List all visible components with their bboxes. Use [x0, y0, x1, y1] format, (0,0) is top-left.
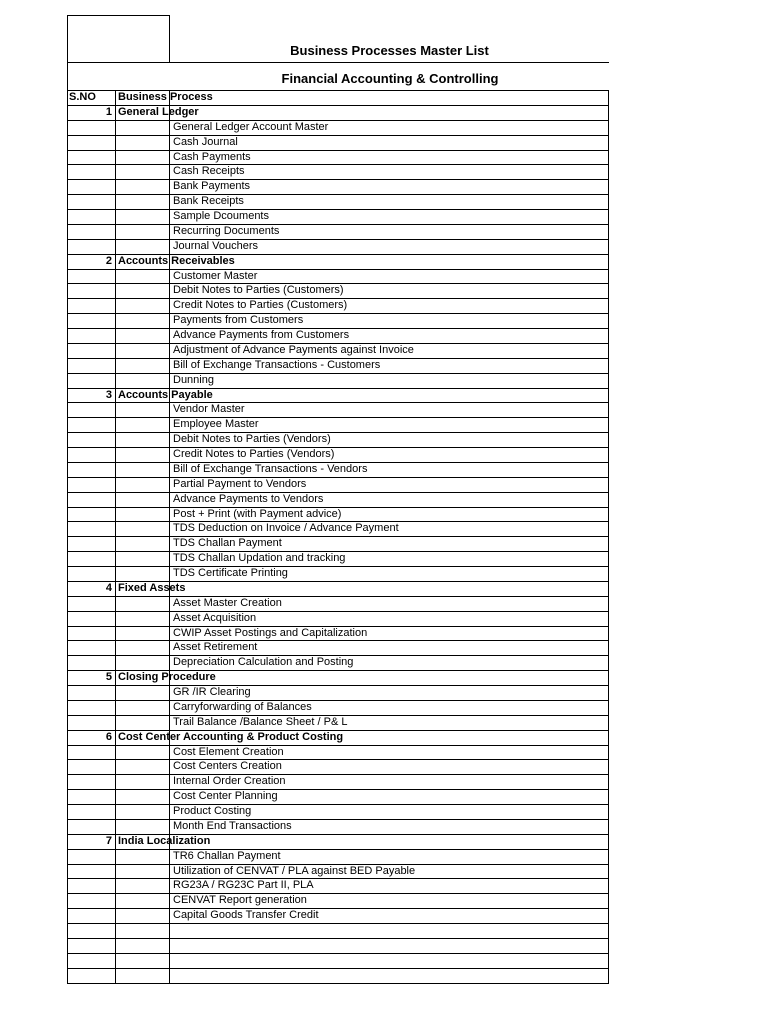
header-sno: S.NO — [68, 91, 116, 105]
process-name: Cost Element Creation — [173, 745, 284, 758]
category-cell — [116, 522, 170, 536]
empty-row — [67, 954, 609, 969]
table-row — [67, 627, 609, 642]
sno-cell — [68, 537, 116, 551]
table-row — [67, 180, 609, 195]
category-cell — [116, 240, 170, 254]
sno-cell — [68, 359, 116, 373]
sno-cell — [68, 627, 116, 641]
category-cell — [116, 746, 170, 760]
sno-cell — [68, 656, 116, 670]
category-cell — [116, 567, 170, 581]
table-row — [67, 210, 609, 225]
sno-cell — [68, 716, 116, 730]
table-row — [67, 270, 609, 285]
sno-cell — [68, 909, 116, 923]
table-row — [67, 597, 609, 612]
process-name: TDS Deduction on Invoice / Advance Payment — [173, 522, 399, 535]
sno-cell — [68, 508, 116, 522]
table-row — [67, 656, 609, 671]
sno-cell — [68, 760, 116, 774]
category-cell — [116, 433, 170, 447]
process-name: Adjustment of Advance Payments against Invoice — [173, 343, 414, 356]
table-row — [67, 121, 609, 136]
process-name: CENVAT Report generation — [173, 894, 307, 907]
table-row — [67, 403, 609, 418]
section-row — [67, 582, 609, 597]
table-row — [67, 433, 609, 448]
table-row — [67, 790, 609, 805]
sno-cell — [68, 493, 116, 507]
category-cell — [116, 165, 170, 179]
category-cell — [116, 121, 170, 135]
category-cell — [116, 493, 170, 507]
category-cell — [116, 299, 170, 313]
sno-cell: 6 — [68, 731, 116, 745]
category-cell — [116, 374, 170, 388]
sno-cell — [68, 195, 116, 209]
process-name: Payments from Customers — [173, 314, 304, 327]
process-name: Cash Journal — [173, 135, 238, 148]
table-row — [67, 195, 609, 210]
process-name: Employee Master — [173, 418, 259, 431]
category-cell — [116, 225, 170, 239]
process-name: Cash Receipts — [173, 165, 245, 178]
category-cell — [116, 329, 170, 343]
process-name: Internal Order Creation — [173, 775, 286, 788]
category-cell — [116, 448, 170, 462]
empty-row — [67, 969, 609, 984]
logo-placeholder-box — [67, 15, 170, 62]
category-cell — [116, 820, 170, 834]
category-cell — [116, 627, 170, 641]
document-title: Business Processes Master List — [290, 43, 489, 58]
sno-cell — [68, 939, 116, 953]
table-row — [67, 359, 609, 374]
process-name: Cost Center Planning — [173, 790, 278, 803]
sno-cell — [68, 686, 116, 700]
category-cell — [116, 612, 170, 626]
process-name: Dunning — [173, 373, 214, 386]
table-row — [67, 641, 609, 656]
sno-cell — [68, 329, 116, 343]
sno-cell — [68, 344, 116, 358]
sno-cell — [68, 641, 116, 655]
process-name: Advance Payments from Customers — [173, 329, 350, 341]
process-name: Depreciation Calculation and Posting — [173, 656, 354, 669]
sno-cell — [68, 151, 116, 165]
sno-cell — [68, 136, 116, 150]
section-row — [67, 106, 609, 121]
process-name: Product Costing — [173, 805, 252, 817]
sno-cell — [68, 210, 116, 224]
table-row — [67, 344, 609, 359]
category-cell — [116, 805, 170, 819]
section-title: Fixed Assets — [118, 581, 186, 594]
process-name: Credit Notes to Parties (Vendors) — [173, 448, 335, 460]
sno-cell — [68, 805, 116, 819]
category-cell — [116, 359, 170, 373]
sno-cell — [68, 552, 116, 566]
category-cell — [116, 760, 170, 774]
sno-cell — [68, 314, 116, 328]
section-row — [67, 731, 609, 746]
sno-cell — [68, 954, 116, 968]
process-name: Partial Payment to Vendors — [173, 477, 307, 490]
sno-cell — [68, 403, 116, 417]
sno-cell — [68, 180, 116, 194]
table-row — [67, 716, 609, 731]
category-cell — [116, 909, 170, 923]
table-row — [67, 493, 609, 508]
category-cell — [116, 597, 170, 611]
sno-cell: 3 — [68, 389, 116, 403]
table-row — [67, 612, 609, 627]
sno-cell — [68, 270, 116, 284]
section-row — [67, 255, 609, 270]
table-row — [67, 879, 609, 894]
category-cell — [116, 314, 170, 328]
category-cell — [116, 270, 170, 284]
table-row — [67, 374, 609, 389]
table-row — [67, 136, 609, 151]
sno-cell: 5 — [68, 671, 116, 685]
category-cell — [116, 463, 170, 477]
empty-row — [67, 924, 609, 939]
process-name: Journal Vouchers — [173, 239, 258, 252]
category-cell — [116, 865, 170, 879]
category-cell — [116, 403, 170, 417]
header-area — [67, 15, 609, 63]
table-row — [67, 537, 609, 552]
process-name: General Ledger Account Master — [173, 120, 329, 133]
process-name: CWIP Asset Postings and Capitalization — [173, 626, 368, 639]
category-cell — [116, 939, 170, 953]
table-row — [67, 894, 609, 909]
section-title: Cost Center Accounting & Product Costing — [118, 730, 344, 743]
sno-cell — [68, 463, 116, 477]
sno-cell: 7 — [68, 835, 116, 849]
category-cell — [116, 418, 170, 432]
category-cell — [116, 894, 170, 908]
table-row — [67, 701, 609, 716]
sno-cell: 1 — [68, 106, 116, 120]
category-cell — [116, 790, 170, 804]
category-cell — [116, 478, 170, 492]
table-header-row — [67, 91, 609, 106]
category-cell — [116, 508, 170, 522]
sno-cell — [68, 433, 116, 447]
section-title: India Localization — [118, 834, 211, 847]
header-business-process: Business Process — [118, 91, 213, 103]
table-row — [67, 478, 609, 493]
table-row — [67, 552, 609, 567]
process-name: Recurring Documents — [173, 224, 280, 237]
category-cell — [116, 552, 170, 566]
sno-cell — [68, 522, 116, 536]
sno-cell — [68, 284, 116, 298]
sno-cell — [68, 165, 116, 179]
category-cell — [116, 537, 170, 551]
section-title: Accounts Receivables — [118, 254, 235, 267]
sno-cell — [68, 478, 116, 492]
table-row — [67, 240, 609, 255]
category-cell — [116, 954, 170, 968]
sno-cell: 2 — [68, 255, 116, 269]
category-cell — [116, 850, 170, 864]
category-cell — [116, 180, 170, 194]
process-name: Debit Notes to Parties (Customers) — [173, 284, 344, 297]
process-name: Carryforwarding of Balances — [173, 700, 312, 713]
sno-cell — [68, 448, 116, 462]
process-name: Customer Master — [173, 269, 258, 282]
process-table — [67, 90, 609, 984]
process-name: Post + Print (with Payment advice) — [173, 507, 342, 520]
process-name: Credit Notes to Parties (Customers) — [173, 299, 348, 312]
sno-cell — [68, 894, 116, 908]
section-row — [67, 835, 609, 850]
category-cell — [116, 716, 170, 730]
table-row — [67, 686, 609, 701]
table-row — [67, 329, 609, 344]
process-name: Asset Master Creation — [173, 596, 282, 609]
table-row — [67, 746, 609, 761]
sno-cell — [68, 790, 116, 804]
section-title: Closing Procedure — [118, 671, 216, 684]
sno-cell — [68, 225, 116, 239]
sno-cell — [68, 924, 116, 938]
process-name: TDS Challan Payment — [173, 537, 282, 550]
process-name: TR6 Challan Payment — [173, 849, 281, 862]
process-name: TDS Challan Updation and tracking — [173, 552, 346, 565]
process-name: Asset Acquisition — [173, 611, 257, 624]
process-name: RG23A / RG23C Part II, PLA — [173, 879, 314, 892]
table-row — [67, 314, 609, 329]
sno-cell: 4 — [68, 582, 116, 596]
table-row — [67, 463, 609, 478]
sno-cell — [68, 969, 116, 983]
process-name: Cash Payments — [173, 150, 251, 163]
table-row — [67, 522, 609, 537]
process-name: Bill of Exchange Transactions - Vendors — [173, 462, 368, 475]
table-row — [67, 151, 609, 166]
section-row — [67, 389, 609, 404]
sno-cell — [68, 299, 116, 313]
category-cell — [116, 686, 170, 700]
process-name: Asset Retirement — [173, 641, 258, 654]
category-cell — [116, 656, 170, 670]
process-name: Debit Notes to Parties (Vendors) — [173, 433, 331, 446]
spreadsheet — [67, 15, 609, 984]
table-row — [67, 284, 609, 299]
table-row — [67, 567, 609, 582]
sno-cell — [68, 612, 116, 626]
category-cell — [116, 879, 170, 893]
table-row — [67, 865, 609, 880]
category-cell — [116, 701, 170, 715]
process-name: Bank Payments — [173, 180, 251, 193]
section-title: General Ledger — [118, 105, 199, 118]
category-cell — [116, 284, 170, 298]
process-name: TDS Certificate Printing — [173, 567, 288, 579]
section-row — [67, 671, 609, 686]
sno-cell — [68, 850, 116, 864]
sno-cell — [68, 240, 116, 254]
table-row — [67, 225, 609, 240]
sno-cell — [68, 701, 116, 715]
category-cell — [116, 210, 170, 224]
category-cell — [116, 775, 170, 789]
process-name: Vendor Master — [173, 403, 245, 416]
table-row — [67, 820, 609, 835]
table-row — [67, 805, 609, 820]
sno-cell — [68, 567, 116, 581]
process-name: Sample Dcouments — [173, 210, 269, 222]
document-subtitle: Financial Accounting & Controlling — [281, 71, 499, 86]
process-name: Utilization of CENVAT / PLA against BED Payable — [173, 864, 416, 877]
section-title: Accounts Payable — [118, 388, 213, 401]
table-row — [67, 909, 609, 924]
process-name: Month End Transactions — [173, 819, 292, 832]
table-row — [67, 299, 609, 314]
category-cell — [116, 195, 170, 209]
category-cell — [116, 136, 170, 150]
sno-cell — [68, 121, 116, 135]
subheader-area — [67, 63, 609, 90]
category-cell — [116, 641, 170, 655]
table-row — [67, 760, 609, 775]
table-row — [67, 418, 609, 433]
process-name: GR /IR Clearing — [173, 686, 251, 698]
category-cell — [116, 924, 170, 938]
table-row — [67, 448, 609, 463]
category-cell — [116, 969, 170, 983]
table-row — [67, 508, 609, 523]
process-name: Advance Payments to Vendors — [173, 492, 324, 505]
process-name: Trail Balance /Balance Sheet / P& L — [173, 715, 348, 728]
empty-row — [67, 939, 609, 954]
sno-cell — [68, 775, 116, 789]
sno-cell — [68, 865, 116, 879]
sno-cell — [68, 746, 116, 760]
process-name: Cost Centers Creation — [173, 760, 282, 773]
sno-cell — [68, 820, 116, 834]
process-name: Capital Goods Transfer Credit — [173, 909, 319, 922]
category-cell — [116, 344, 170, 358]
table-row — [67, 165, 609, 180]
process-name: Bill of Exchange Transactions - Customers — [173, 358, 381, 371]
table-body — [67, 106, 609, 984]
process-name: Bank Receipts — [173, 195, 244, 208]
sno-cell — [68, 418, 116, 432]
table-row — [67, 850, 609, 865]
sno-cell — [68, 879, 116, 893]
table-row — [67, 775, 609, 790]
sno-cell — [68, 374, 116, 388]
category-cell — [116, 151, 170, 165]
sno-cell — [68, 597, 116, 611]
